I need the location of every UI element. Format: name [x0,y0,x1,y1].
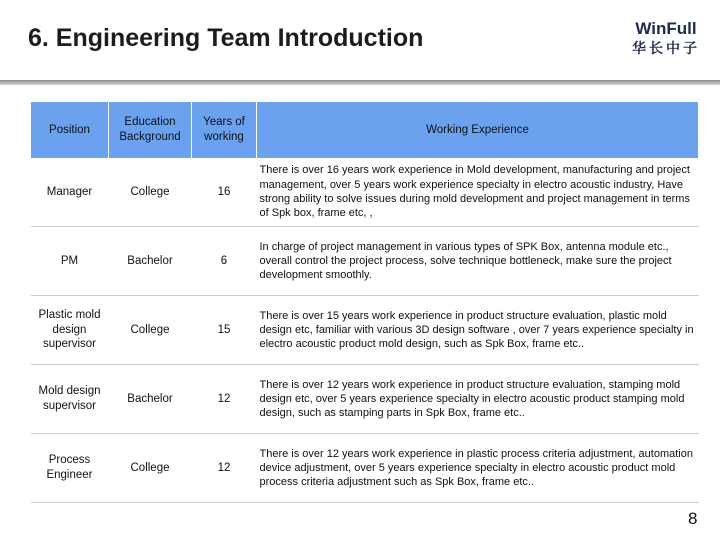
cell-education: Bachelor [109,227,192,296]
cell-years: 15 [192,296,257,365]
cell-years: 6 [192,227,257,296]
cell-position: Plastic mold design supervisor [31,296,109,365]
table-row [31,365,699,434]
header-position: Position [31,102,109,158]
title-divider [0,80,720,85]
table-row [31,296,699,365]
header-education: Education Background [109,102,192,158]
table-row [31,158,699,227]
logo-latin: WinFull [635,19,697,38]
winfull-logo [620,18,712,58]
cell-experience: There is over 12 years work experience in plastic process criteria adjustment, automation device adjustment, over 5 years experience specialty in electro acoustic product mold process criteria adjustment such as Spk Box, frame etc.. [257,434,699,503]
cell-experience: There is over 16 years work experience in Mold development, manufacturing and project management, over 5 years work experience specialty in electro acoustic industry, Have strong ability to solve issues during mold development and project management in terms of Spk box, frame etc, , [257,158,699,227]
cell-position: Manager [31,158,109,227]
cell-position: PM [31,227,109,296]
page-title: 6. Engineering Team Introduction [28,24,424,52]
cell-position: Process Engineer [31,434,109,503]
table-header-row [31,102,699,158]
cell-education: College [109,434,192,503]
cell-experience: There is over 15 years work experience in product structure evaluation, plastic mold design etc, familiar with various 3D design software , over 7 years experience specialty in electro acoustic product mold design, such as Spk Box, frame etc.. [257,296,699,365]
cell-years: 12 [192,365,257,434]
cell-experience: In charge of project management in various types of SPK Box, antenna module etc., overall control the project process, solve technique bottleneck, make sure the project development smoothly. [257,227,699,296]
table-row [31,227,699,296]
cell-education: Bachelor [109,365,192,434]
table-row [31,434,699,503]
cell-position: Mold design supervisor [31,365,109,434]
cell-education: College [109,158,192,227]
cell-education: College [109,296,192,365]
engineering-team-table [30,102,699,503]
header-experience: Working Experience [257,102,699,158]
logo-cjk: 华长中子 [632,41,700,57]
cell-years: 12 [192,434,257,503]
page-number: 8 [688,509,698,528]
cell-experience: There is over 12 years work experience in product structure evaluation, stamping mold design etc, over 5 years experience specialty in electro acoustic product stamping mold design, such as stamping parts in Spk Box, frame etc.. [257,365,699,434]
header-years: Years of working [192,102,257,158]
cell-years: 16 [192,158,257,227]
